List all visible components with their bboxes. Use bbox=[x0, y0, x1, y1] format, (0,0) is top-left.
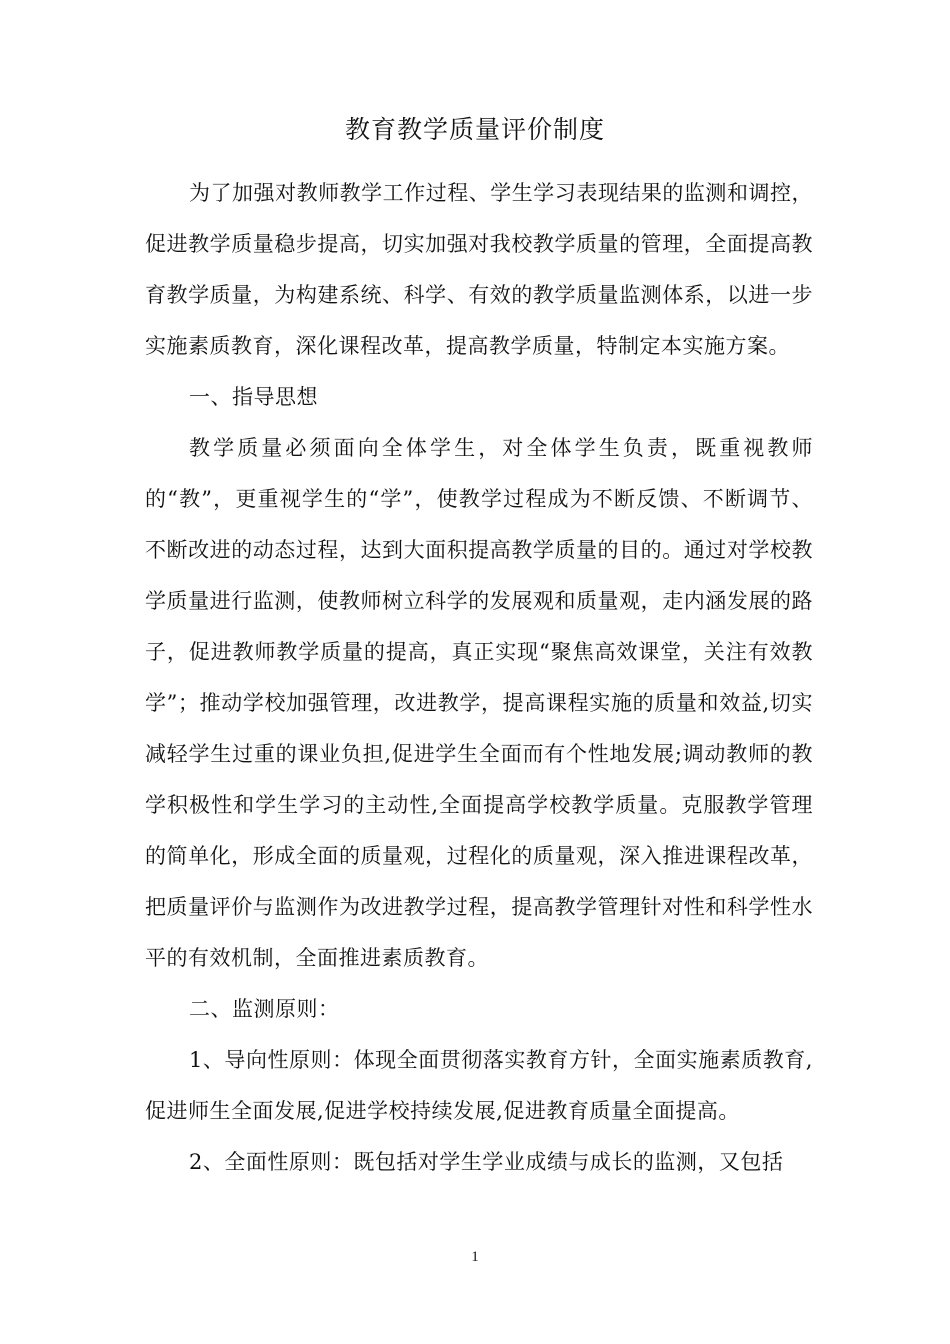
document-body bbox=[145, 168, 813, 1188]
document-title: 教育教学质量评价制度 bbox=[344, 115, 605, 144]
section-heading-monitoring-principles: 二、监测原则： bbox=[189, 997, 340, 1021]
section-heading-guiding-ideology: 一、指导思想 bbox=[189, 385, 318, 409]
paragraph-principle-orientation: 1、导向性原则：体现全面贯彻落实教育方针，全面实施素质教育,促进师生全面发展,促进学校持续发展,促进教育质量全面提高。 bbox=[145, 1048, 813, 1123]
paragraph-guiding-ideology: 教学质量必须面向全体学生，对全体学生负责，既重视教师的“教”，更重视学生的“学”，使教学过程成为不断反馈、不断调节、不断改进的动态过程，达到大面积提高教学质量的目的。通过对学校教学质量进行监测，使教师树立科学的发展观和质量观，走内涵发展的路子，促进教师教学质量的提高，真正实现“聚焦高效课堂，关注有效教学”；推动学校加强管理，改进教学，提高课程实施的质量和效益,切实减轻学生过重的课业负担,促进学生全面而有个性地发展;调动教师的教学积极性和学生学习的主动性,全面提高学校教学质量。克服教学管理的简单化，形成全面的质量观，过程化的质量观，深入推进课程改革，把质量评价与监测作为改进教学过程，提高教学管理针对性和科学性水平的有效机制，全面推进素质教育。 bbox=[145, 436, 813, 970]
page-number: 1 bbox=[471, 1249, 479, 1265]
paragraph-principle-comprehensiveness: 2、全面性原则：既包括对学生学业成绩与成长的监测，又包括 bbox=[189, 1150, 784, 1174]
paragraph-intro: 为了加强对教师教学工作过程、学生学习表现结果的监测和调控，促进教学质量稳步提高，切实加强对我校教学质量的管理，全面提高教育教学质量，为构建系统、科学、有效的教学质量监测体系，以进一步实施素质教育，深化课程改革，提高教学质量，特制定本实施方案。 bbox=[145, 181, 813, 358]
